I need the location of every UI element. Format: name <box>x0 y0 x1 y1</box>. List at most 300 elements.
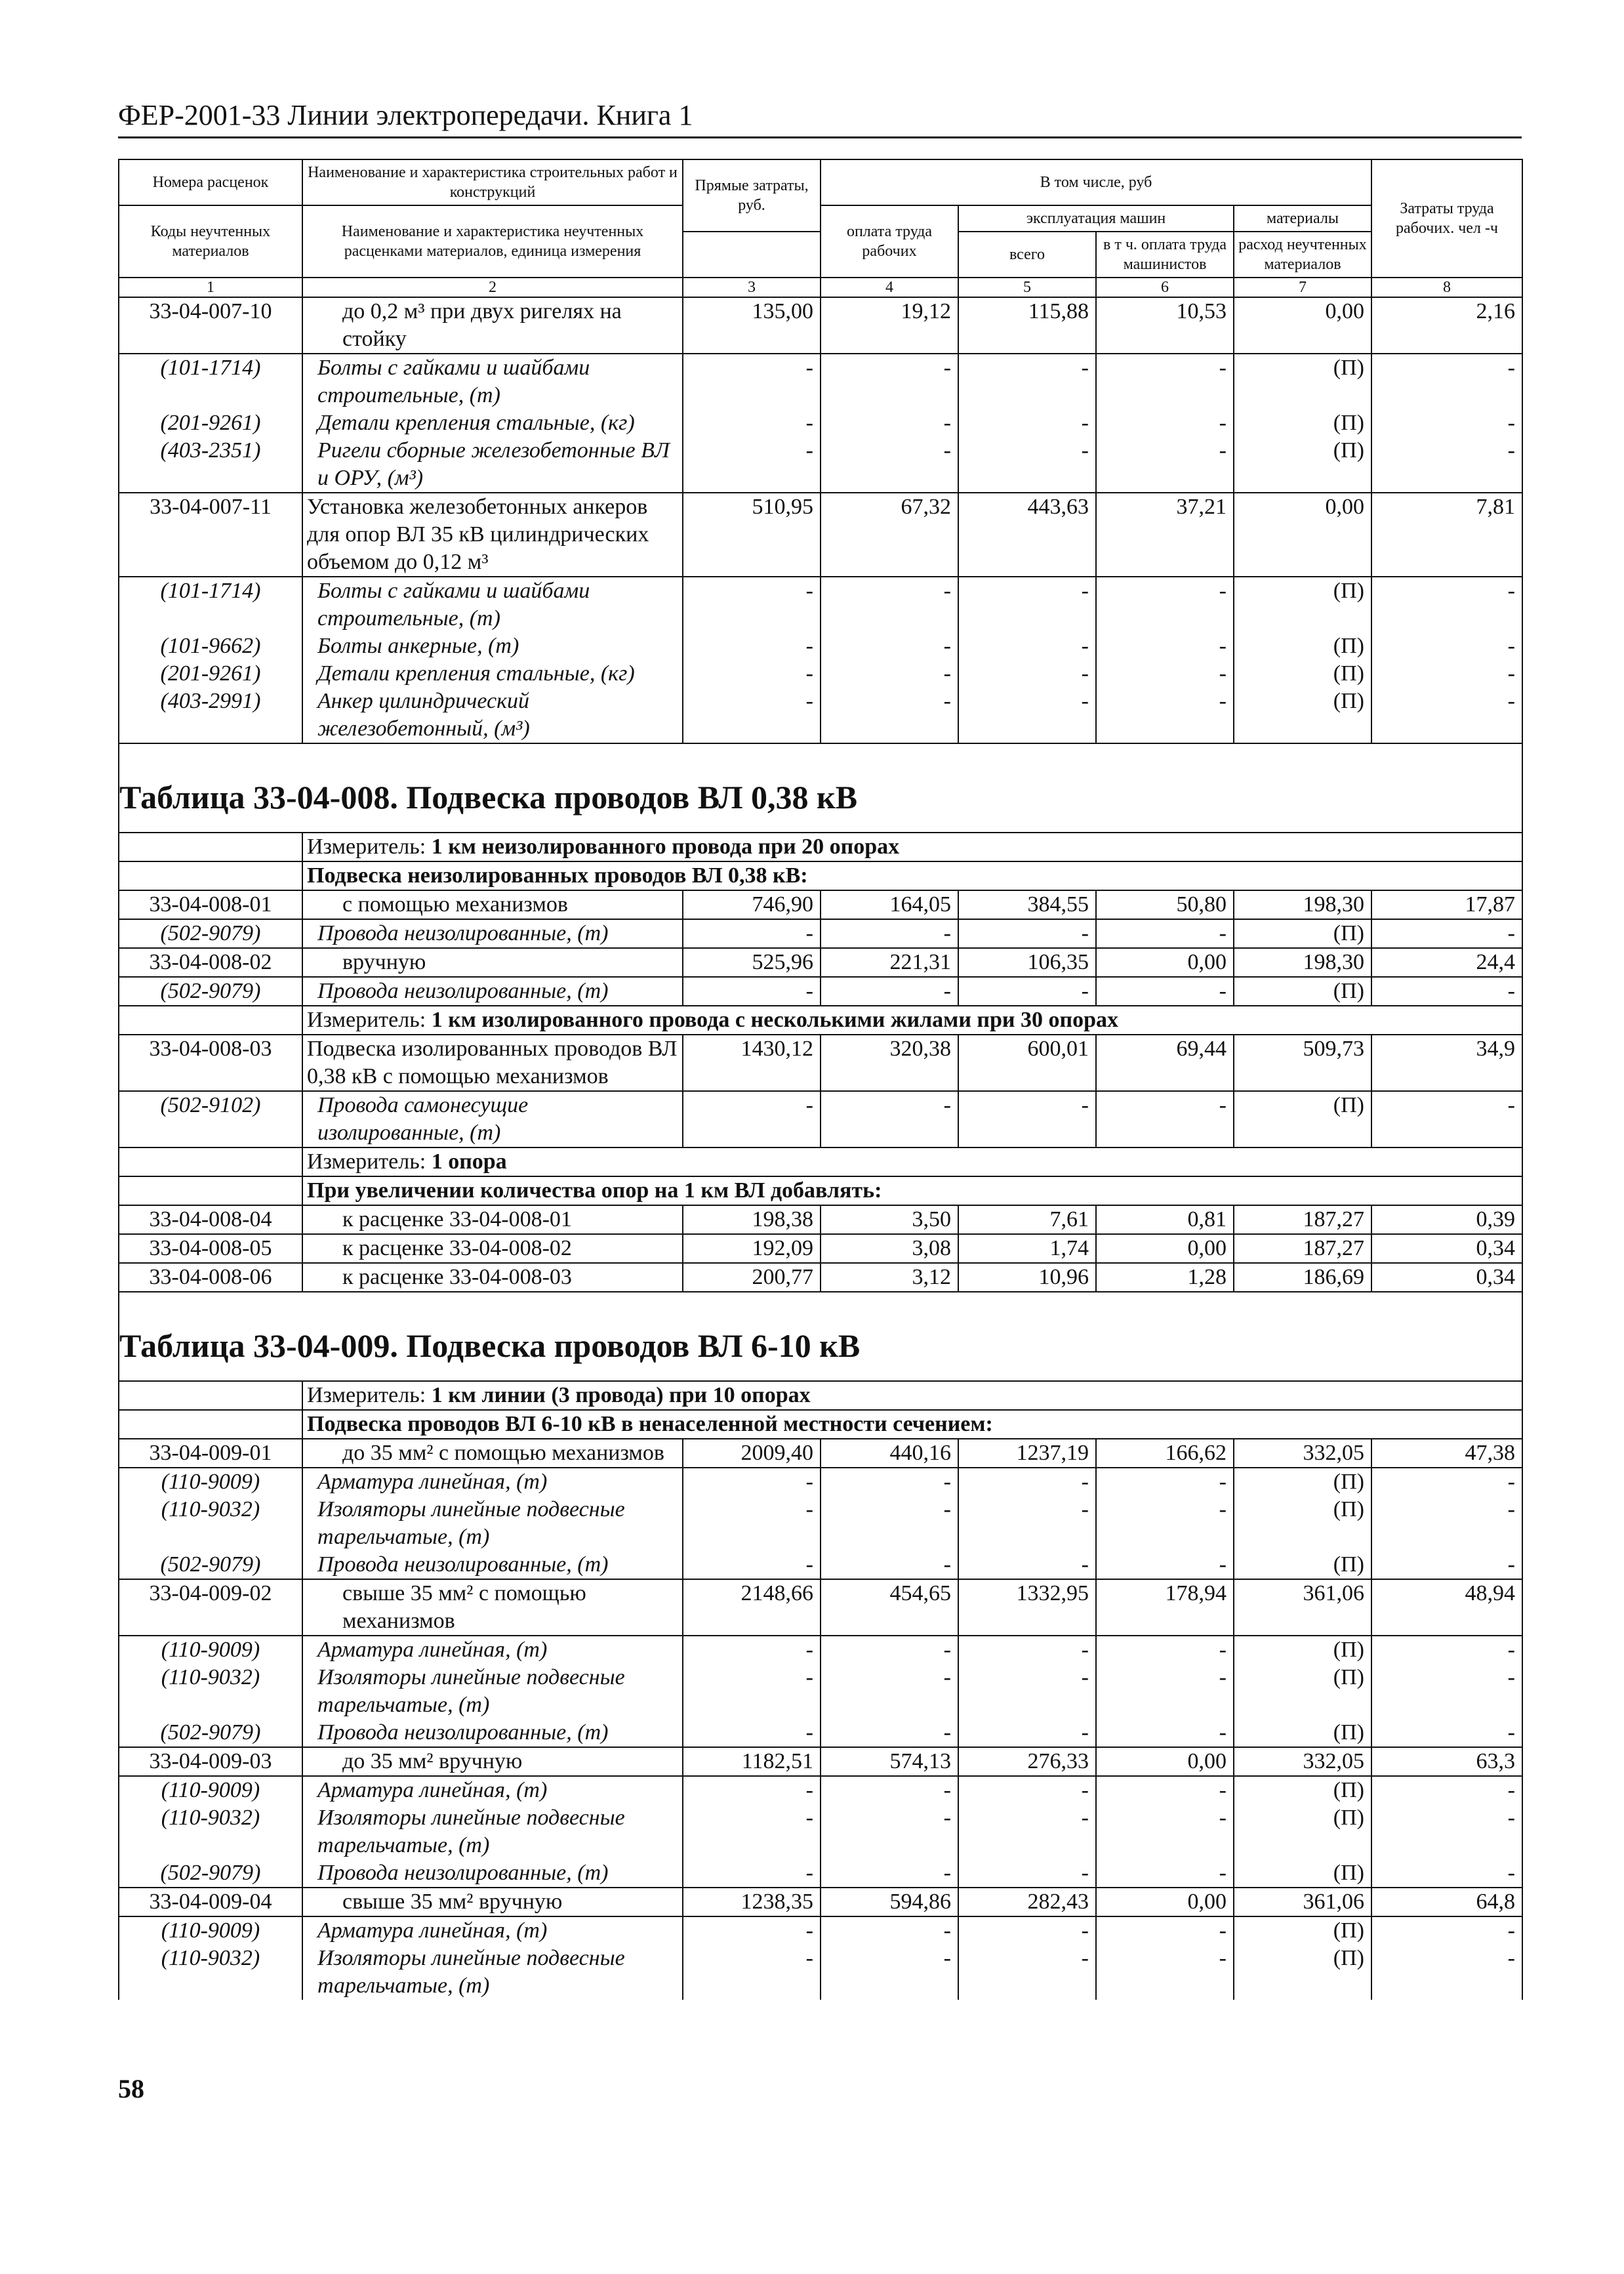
material-code: (110-9009) <box>119 1468 302 1496</box>
rate-code: 33-04-008-06 <box>119 1263 302 1292</box>
value-cell: 221,31 <box>821 948 958 977</box>
value-cell: 282,43 <box>958 1888 1096 1916</box>
value-cell: - <box>821 977 958 1006</box>
value-cell: 0,00 <box>1096 1747 1234 1776</box>
material-row <box>119 660 1522 688</box>
value-cell: - <box>1371 688 1522 743</box>
material-code: (502-9079) <box>119 1551 302 1579</box>
value-cell: - <box>1096 1776 1234 1804</box>
value-cell: - <box>683 1636 821 1664</box>
value-cell: - <box>958 1916 1096 1945</box>
table-title-row <box>119 743 1522 833</box>
value-cell: 187,27 <box>1234 1205 1371 1234</box>
value-cell: - <box>821 1859 958 1888</box>
value-cell: 10,53 <box>1096 297 1234 354</box>
value-cell: 1237,19 <box>958 1439 1096 1468</box>
material-row <box>119 1091 1522 1147</box>
table-row <box>119 948 1522 977</box>
value-cell: - <box>1096 1719 1234 1747</box>
column-number: 5 <box>958 278 1096 297</box>
value-cell: 454,65 <box>821 1579 958 1636</box>
value-cell: - <box>1371 1804 1522 1859</box>
measure-value: 1 км неизолированного провода при 20 опорах <box>431 835 900 859</box>
material-name: Провода неизолированные, (т) <box>302 1551 683 1579</box>
value-cell: 1182,51 <box>683 1747 821 1776</box>
empty-cell <box>119 1147 302 1176</box>
material-code: (403-2351) <box>119 437 302 493</box>
value-cell: - <box>1096 354 1234 409</box>
value-cell: - <box>683 354 821 409</box>
material-code: (502-9079) <box>119 977 302 1006</box>
measure-label: Измеритель: <box>307 835 432 859</box>
material-name: Детали крепления стальные, (кг) <box>302 409 683 437</box>
value-cell: 332,05 <box>1234 1747 1371 1776</box>
value-cell: - <box>1096 1496 1234 1551</box>
value-cell: 24,4 <box>1371 948 1522 977</box>
value-cell: 525,96 <box>683 948 821 977</box>
table-row <box>119 1579 1522 1636</box>
value-cell: (П) <box>1234 1664 1371 1719</box>
col-vtch: в т ч. оплата труда машинистов <box>1096 232 1234 278</box>
value-cell: (П) <box>1234 977 1371 1006</box>
material-row <box>119 1916 1522 1945</box>
value-cell: 198,30 <box>1234 890 1371 919</box>
value-cell: - <box>1096 1945 1234 2000</box>
value-cell: - <box>1096 660 1234 688</box>
measure-text <box>302 1006 1522 1035</box>
work-name: к расценке 33-04-008-01 <box>302 1205 683 1234</box>
value-cell: 164,05 <box>821 890 958 919</box>
value-cell: 361,06 <box>1234 1579 1371 1636</box>
value-cell: - <box>958 919 1096 948</box>
value-cell: 320,38 <box>821 1035 958 1091</box>
value-cell: 7,61 <box>958 1205 1096 1234</box>
empty-cell <box>119 1006 302 1035</box>
value-cell: - <box>1096 1804 1234 1859</box>
material-name: Провода неизолированные, (т) <box>302 977 683 1006</box>
value-cell: 510,95 <box>683 493 821 577</box>
material-code: (502-9102) <box>119 1091 302 1147</box>
value-cell: - <box>1371 977 1522 1006</box>
material-code: (110-9032) <box>119 1664 302 1719</box>
value-cell: - <box>683 437 821 493</box>
value-cell: 106,35 <box>958 948 1096 977</box>
value-cell: - <box>958 1719 1096 1747</box>
table-title: Таблица 33-04-008. Подвеска проводов ВЛ 0,38 кВ <box>119 743 1522 833</box>
value-cell: - <box>1371 577 1522 632</box>
material-code: (502-9079) <box>119 919 302 948</box>
value-cell: (П) <box>1234 437 1371 493</box>
value-cell: - <box>958 688 1096 743</box>
material-code: (101-1714) <box>119 354 302 409</box>
col-pryamye: Прямые затраты, руб. <box>683 159 821 232</box>
value-cell: - <box>958 660 1096 688</box>
value-cell: - <box>958 577 1096 632</box>
value-cell: 1,74 <box>958 1234 1096 1263</box>
value-cell: 0,34 <box>1371 1234 1522 1263</box>
empty-cell <box>119 1381 302 1410</box>
table-row <box>119 1439 1522 1468</box>
rate-code: 33-04-009-03 <box>119 1747 302 1776</box>
measure-label: Измеритель: <box>307 1149 432 1174</box>
value-cell: 67,32 <box>821 493 958 577</box>
material-code: (110-9009) <box>119 1776 302 1804</box>
material-row <box>119 1551 1522 1579</box>
value-cell: 135,00 <box>683 297 821 354</box>
page-number: 58 <box>118 2074 144 2103</box>
material-row <box>119 1859 1522 1888</box>
value-cell: 186,69 <box>1234 1263 1371 1292</box>
value-cell: 384,55 <box>958 890 1096 919</box>
value-cell: (П) <box>1234 577 1371 632</box>
table-title-row <box>119 1292 1522 1381</box>
material-row <box>119 577 1522 632</box>
work-name: вручную <box>302 948 683 977</box>
table-header <box>119 159 1522 297</box>
value-cell: - <box>1371 1496 1522 1551</box>
value-cell: 63,3 <box>1371 1747 1522 1776</box>
material-name: Провода неизолированные, (т) <box>302 919 683 948</box>
value-cell: 0,00 <box>1234 493 1371 577</box>
value-cell: - <box>821 409 958 437</box>
material-name: Арматура линейная, (т) <box>302 1636 683 1664</box>
work-name: до 35 мм² вручную <box>302 1747 683 1776</box>
value-cell: - <box>683 1945 821 2000</box>
work-name: к расценке 33-04-008-02 <box>302 1234 683 1263</box>
value-cell: 19,12 <box>821 297 958 354</box>
material-row <box>119 1776 1522 1804</box>
value-cell: (П) <box>1234 1636 1371 1664</box>
material-name: Болты с гайками и шайбами строительные, (т) <box>302 354 683 409</box>
value-cell: - <box>683 1916 821 1945</box>
value-cell: - <box>958 354 1096 409</box>
value-cell: - <box>1371 1719 1522 1747</box>
work-name: до 35 мм² с помощью механизмов <box>302 1439 683 1468</box>
value-cell: - <box>683 632 821 660</box>
value-cell: - <box>821 1496 958 1551</box>
table-body <box>119 297 1522 2000</box>
empty-cell <box>119 861 302 890</box>
value-cell: - <box>683 977 821 1006</box>
value-cell: - <box>1371 1945 1522 2000</box>
material-row <box>119 688 1522 743</box>
value-cell: (П) <box>1234 1804 1371 1859</box>
material-code: (201-9261) <box>119 409 302 437</box>
table-row <box>119 493 1522 577</box>
value-cell: (П) <box>1234 1719 1371 1747</box>
value-cell: - <box>1096 1916 1234 1945</box>
value-cell: 166,62 <box>1096 1439 1234 1468</box>
material-row <box>119 437 1522 493</box>
value-cell: 0,00 <box>1096 1888 1234 1916</box>
material-code: (110-9009) <box>119 1916 302 1945</box>
work-name: с помощью механизмов <box>302 890 683 919</box>
material-row <box>119 1664 1522 1719</box>
table-row <box>119 1035 1522 1091</box>
material-row <box>119 409 1522 437</box>
value-cell: - <box>1096 919 1234 948</box>
value-cell: - <box>1371 919 1522 948</box>
value-cell: - <box>683 688 821 743</box>
table-row <box>119 1888 1522 1916</box>
material-row <box>119 1719 1522 1747</box>
value-cell: - <box>958 1776 1096 1804</box>
material-name: Арматура линейная, (т) <box>302 1776 683 1804</box>
value-cell: - <box>683 1468 821 1496</box>
value-cell: - <box>1096 1091 1234 1147</box>
value-cell: - <box>683 660 821 688</box>
value-cell: - <box>821 1776 958 1804</box>
rate-code: 33-04-009-04 <box>119 1888 302 1916</box>
column-number: 1 <box>119 278 302 297</box>
value-cell: - <box>1096 1636 1234 1664</box>
work-name: свыше 35 мм² с помощью механизмов <box>302 1579 683 1636</box>
value-cell: - <box>683 1804 821 1859</box>
value-cell: 198,38 <box>683 1205 821 1234</box>
value-cell: 332,05 <box>1234 1439 1371 1468</box>
table-row <box>119 1205 1522 1234</box>
rate-code: 33-04-009-02 <box>119 1579 302 1636</box>
rates-table-container <box>118 159 1522 2000</box>
value-cell: - <box>821 437 958 493</box>
table-row <box>119 1263 1522 1292</box>
value-cell: - <box>958 1859 1096 1888</box>
measure-label: Измеритель: <box>307 1383 432 1407</box>
col-kody: Коды неучтенных материалов <box>119 205 302 278</box>
value-cell: (П) <box>1234 409 1371 437</box>
value-cell: 2148,66 <box>683 1579 821 1636</box>
work-name: свыше 35 мм² вручную <box>302 1888 683 1916</box>
col-pryamye-spacer <box>683 232 821 278</box>
value-cell: (П) <box>1234 1776 1371 1804</box>
value-cell: 1332,95 <box>958 1579 1096 1636</box>
material-name: Провода неизолированные, (т) <box>302 1719 683 1747</box>
work-name: Установка железобетонных анкеров для опор ВЛ 35 кВ цилиндрических объемом до 0,12 м³ <box>302 493 683 577</box>
value-cell: 47,38 <box>1371 1439 1522 1468</box>
material-row <box>119 1945 1522 2000</box>
col-naim: Наименование и характеристика строительных работ и конструкций <box>302 159 683 205</box>
value-cell: - <box>1371 1468 1522 1496</box>
material-row <box>119 1804 1522 1859</box>
value-cell: 509,73 <box>1234 1035 1371 1091</box>
table-row <box>119 1747 1522 1776</box>
value-cell: - <box>683 409 821 437</box>
value-cell: 17,87 <box>1371 890 1522 919</box>
subheading-row <box>119 1410 1522 1439</box>
value-cell: - <box>1371 1636 1522 1664</box>
rate-code: 33-04-008-05 <box>119 1234 302 1263</box>
measure-label: Измеритель: <box>307 1008 432 1032</box>
measure-text <box>302 1381 1522 1410</box>
column-number: 4 <box>821 278 958 297</box>
material-name: Арматура линейная, (т) <box>302 1468 683 1496</box>
value-cell: - <box>1096 977 1234 1006</box>
value-cell: 187,27 <box>1234 1234 1371 1263</box>
value-cell: 69,44 <box>1096 1035 1234 1091</box>
value-cell: 2,16 <box>1371 297 1522 354</box>
value-cell: - <box>958 437 1096 493</box>
measure-text <box>302 1147 1522 1176</box>
material-code: (101-1714) <box>119 577 302 632</box>
value-cell: - <box>958 409 1096 437</box>
value-cell: - <box>821 354 958 409</box>
value-cell: - <box>1371 437 1522 493</box>
column-numbers-row <box>119 278 1522 297</box>
value-cell: - <box>683 1859 821 1888</box>
value-cell: - <box>683 1496 821 1551</box>
value-cell: 64,8 <box>1371 1888 1522 1916</box>
value-cell: 443,63 <box>958 493 1096 577</box>
material-code: (403-2991) <box>119 688 302 743</box>
value-cell: - <box>821 660 958 688</box>
value-cell: (П) <box>1234 1916 1371 1945</box>
measure-row <box>119 1006 1522 1035</box>
value-cell: - <box>958 1496 1096 1551</box>
value-cell: - <box>958 1091 1096 1147</box>
value-cell: - <box>1371 1551 1522 1579</box>
rate-code: 33-04-008-03 <box>119 1035 302 1091</box>
material-name: Арматура линейная, (т) <box>302 1916 683 1945</box>
value-cell: 0,00 <box>1096 948 1234 977</box>
material-name: Провода неизолированные, (т) <box>302 1859 683 1888</box>
col-naim2: Наименование и характеристика неучтенных расценками материалов, единица измерения <box>302 205 683 278</box>
value-cell: 115,88 <box>958 297 1096 354</box>
value-cell: - <box>1096 1859 1234 1888</box>
value-cell: (П) <box>1234 660 1371 688</box>
value-cell: - <box>683 577 821 632</box>
material-row <box>119 1496 1522 1551</box>
value-cell: - <box>821 1664 958 1719</box>
value-cell: - <box>1096 409 1234 437</box>
value-cell: - <box>1096 577 1234 632</box>
value-cell: 0,39 <box>1371 1205 1522 1234</box>
material-name: Болты с гайками и шайбами строительные, (т) <box>302 577 683 632</box>
value-cell: - <box>1096 632 1234 660</box>
value-cell: 0,34 <box>1371 1263 1522 1292</box>
value-cell: 1,28 <box>1096 1263 1234 1292</box>
value-cell: 600,01 <box>958 1035 1096 1091</box>
value-cell: - <box>1096 1468 1234 1496</box>
value-cell: - <box>958 1945 1096 2000</box>
value-cell: - <box>1096 1664 1234 1719</box>
empty-cell <box>119 1176 302 1205</box>
material-name: Ригели сборные железобетонные ВЛ и ОРУ, (м³) <box>302 437 683 493</box>
value-cell: - <box>958 1468 1096 1496</box>
rate-code: 33-04-007-10 <box>119 297 302 354</box>
value-cell: 574,13 <box>821 1747 958 1776</box>
value-cell: - <box>821 1804 958 1859</box>
material-row <box>119 1636 1522 1664</box>
value-cell: 178,94 <box>1096 1579 1234 1636</box>
col-vtom: В том числе, руб <box>821 159 1371 205</box>
material-row <box>119 919 1522 948</box>
empty-cell <box>119 833 302 861</box>
material-row <box>119 977 1522 1006</box>
col-materialy: материалы <box>1234 205 1371 232</box>
empty-cell <box>119 1410 302 1439</box>
measure-row <box>119 1147 1522 1176</box>
value-cell: - <box>958 977 1096 1006</box>
subheading-text: Подвеска проводов ВЛ 6-10 кВ в ненаселенной местности сечением: <box>302 1410 1522 1439</box>
value-cell: (П) <box>1234 1468 1371 1496</box>
column-number: 2 <box>302 278 683 297</box>
value-cell: (П) <box>1234 1091 1371 1147</box>
value-cell: 0,81 <box>1096 1205 1234 1234</box>
value-cell: - <box>958 632 1096 660</box>
value-cell: (П) <box>1234 1496 1371 1551</box>
work-name: Подвеска изолированных проводов ВЛ 0,38 кВ с помощью механизмов <box>302 1035 683 1091</box>
column-number: 6 <box>1096 278 1234 297</box>
column-number: 3 <box>683 278 821 297</box>
value-cell: - <box>1371 1091 1522 1147</box>
value-cell: - <box>683 1664 821 1719</box>
value-cell: - <box>1096 1551 1234 1579</box>
material-name: Изоляторы линейные подвесные тарельчатые, (т) <box>302 1804 683 1859</box>
measure-value: 1 км линии (3 провода) при 10 опорах <box>431 1383 811 1407</box>
value-cell: 1430,12 <box>683 1035 821 1091</box>
value-cell: (П) <box>1234 1859 1371 1888</box>
value-cell: (П) <box>1234 688 1371 743</box>
measure-value: 1 опора <box>431 1149 507 1174</box>
value-cell: - <box>1371 1916 1522 1945</box>
material-row <box>119 632 1522 660</box>
material-name: Изоляторы линейные подвесные тарельчатые, (т) <box>302 1664 683 1719</box>
value-cell: - <box>1371 1859 1522 1888</box>
rates-table <box>118 159 1523 2000</box>
value-cell: 37,21 <box>1096 493 1234 577</box>
table-row <box>119 890 1522 919</box>
value-cell: 746,90 <box>683 890 821 919</box>
col-vsego: всего <box>958 232 1096 278</box>
rate-code: 33-04-008-04 <box>119 1205 302 1234</box>
value-cell: 3,12 <box>821 1263 958 1292</box>
material-code: (110-9032) <box>119 1804 302 1859</box>
value-cell: - <box>821 1916 958 1945</box>
value-cell: - <box>821 1636 958 1664</box>
rate-code: 33-04-009-01 <box>119 1439 302 1468</box>
value-cell: - <box>1371 632 1522 660</box>
measure-value: 1 км изолированного провода с несколькими жилами при 30 опорах <box>431 1008 1119 1032</box>
rate-code: 33-04-008-02 <box>119 948 302 977</box>
value-cell: 198,30 <box>1234 948 1371 977</box>
value-cell: (П) <box>1234 1551 1371 1579</box>
value-cell: - <box>683 1719 821 1747</box>
value-cell: - <box>821 1945 958 2000</box>
material-name: Детали крепления стальные, (кг) <box>302 660 683 688</box>
value-cell: - <box>821 1719 958 1747</box>
value-cell: 594,86 <box>821 1888 958 1916</box>
value-cell: (П) <box>1234 354 1371 409</box>
value-cell: - <box>683 1551 821 1579</box>
work-name: к расценке 33-04-008-03 <box>302 1263 683 1292</box>
value-cell: 200,77 <box>683 1263 821 1292</box>
value-cell: - <box>821 577 958 632</box>
value-cell: - <box>1371 1776 1522 1804</box>
material-code: (110-9009) <box>119 1636 302 1664</box>
material-row <box>119 354 1522 409</box>
work-name: до 0,2 м³ при двух ригелях на стойку <box>302 297 683 354</box>
value-cell: 2009,40 <box>683 1439 821 1468</box>
value-cell: - <box>1096 688 1234 743</box>
material-name: Анкер цилиндрический железобетонный, (м³) <box>302 688 683 743</box>
col-nomer: Номера расценок <box>119 159 302 205</box>
value-cell: - <box>1371 1664 1522 1719</box>
col-oplata: оплата труда рабочих <box>821 205 958 278</box>
value-cell: - <box>683 1776 821 1804</box>
value-cell: - <box>821 1468 958 1496</box>
value-cell: - <box>1371 354 1522 409</box>
value-cell: - <box>1371 660 1522 688</box>
